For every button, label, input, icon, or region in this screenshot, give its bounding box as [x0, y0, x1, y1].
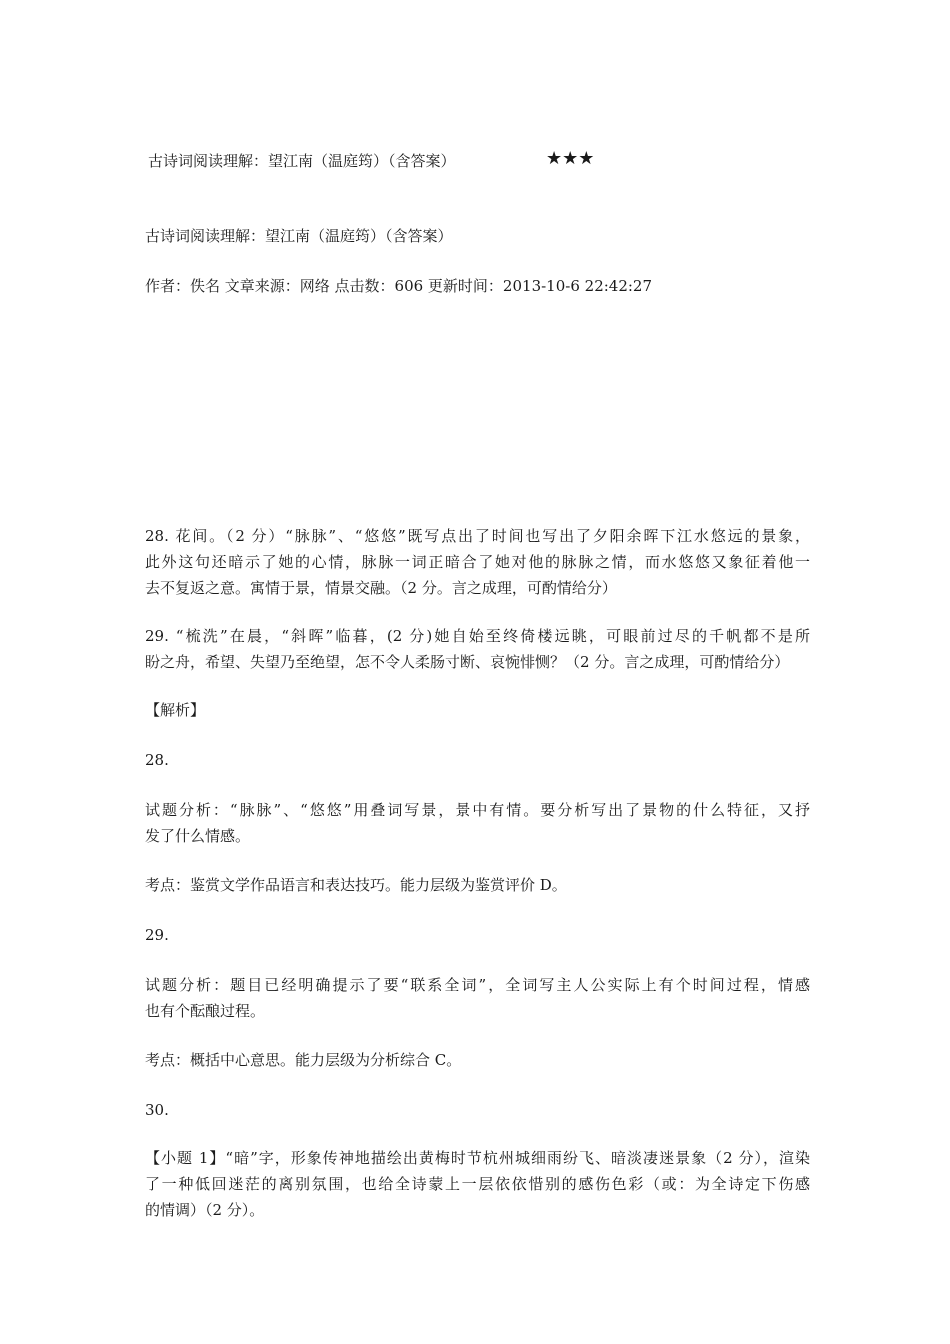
analysis-heading: 【解析】: [145, 701, 206, 719]
article-title: 古诗词阅读理解：望江南（温庭筠）（含答案）: [145, 227, 453, 245]
answer-29-line: 盼之舟，希望、失望乃至绝望，怎不令人柔肠寸断、哀惋悱恻？（2 分。言之成理，可酌情给分）: [145, 653, 790, 671]
analysis-29-line: 试题分析：题目已经明确提示了要“联系全词”，全词写主人公实际上有个时间过程，情感: [145, 976, 810, 994]
analysis-28-text: [145, 797, 810, 849]
analysis-28-line: 试题分析：“脉脉”、“悠悠”用叠词写景，景中有情。要分析写出了景物的什么特征，又抒: [145, 801, 810, 819]
answer-29: [145, 623, 810, 675]
analysis-29-point: 考点：概括中心意思。能力层级为分析综合 C。: [145, 1051, 462, 1069]
analysis-30-item-1: [145, 1145, 810, 1223]
answer-28-line: 去不复返之意。寓情于景，情景交融。（2 分。言之成理，可酌情给分）: [145, 579, 617, 597]
analysis-30-line: 【小题 1】“暗”字，形象传神地描绘出黄梅时节杭州城细雨纷飞、暗淡凄迷景象（2 分），渲染: [145, 1149, 810, 1167]
answer-29-line: 29. “梳洗”在晨，“斜晖”临暮，(2 分)她自始至终倚楼远眺，可眼前过尽的千帆都不是所: [145, 627, 810, 645]
analysis-28-point: 考点：鉴赏文学作品语言和表达技巧。能力层级为鉴赏评价 D。: [145, 876, 567, 894]
analysis-30-line: 了一种低回迷茫的离别氛围，也给全诗蒙上一层依依惜别的感伤色彩（或：为全诗定下伤感: [145, 1175, 810, 1193]
analysis-30-line: 的情调）（2 分）。: [145, 1201, 265, 1219]
analysis-29-line: 也有个酝酿过程。: [145, 1002, 266, 1020]
answer-28-line: 此外这句还暗示了她的心情，脉脉一词正暗合了她对他的脉脉之情，而水悠悠又象征着他一: [145, 553, 810, 571]
analysis-28-number: 28.: [145, 751, 169, 769]
answer-28: [145, 523, 810, 601]
answer-28-line: 28. 花间。（2 分）“脉脉”、“悠悠”既写点出了时间也写出了夕阳余晖下江水悠远的景象，: [145, 527, 810, 545]
header-title: 古诗词阅读理解：望江南（温庭筠）（含答案）: [148, 152, 456, 170]
analysis-28-line: 发了什么情感。: [145, 827, 251, 845]
analysis-29-number: 29.: [145, 926, 169, 944]
analysis-29-text: [145, 972, 810, 1024]
article-meta: 作者：佚名 文章来源：网络 点击数：606 更新时间：2013-10-6 22:42:27: [145, 277, 653, 295]
rating-stars: ★★★: [546, 148, 595, 169]
analysis-30-number: 30.: [145, 1101, 169, 1119]
